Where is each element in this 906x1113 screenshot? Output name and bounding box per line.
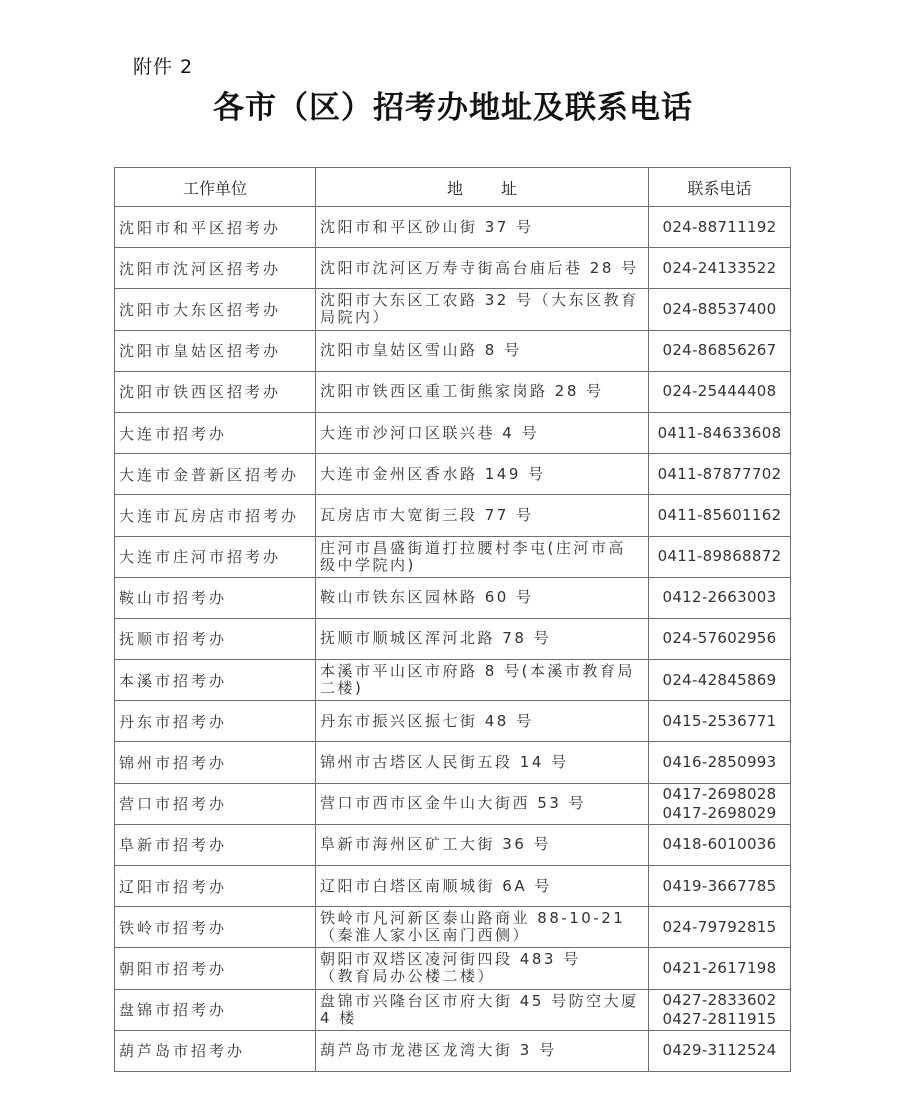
cell-phone (649, 289, 791, 330)
phone-number: 0417-2698029 (662, 803, 777, 822)
address-line: 锦州市古塔区人民街五段 14 号 (320, 753, 569, 772)
table-row (115, 536, 791, 577)
cell-address (316, 783, 649, 824)
address-line: （教育局办公楼二楼） (320, 967, 496, 986)
cell-address (316, 989, 649, 1030)
cell-address (316, 289, 649, 330)
address-line: 沈阳市铁西区重工街熊家岗路 28 号 (320, 382, 604, 401)
table-row (115, 783, 791, 824)
address-line: 抚顺市顺城区浑河北路 78 号 (320, 629, 552, 648)
table-row (115, 207, 791, 248)
table-row (115, 701, 791, 742)
cell-phone (649, 989, 791, 1030)
address-line: 营口市西市区金牛山大街西 53 号 (320, 794, 587, 813)
cell-phone (649, 248, 791, 289)
cell-address (316, 824, 649, 865)
cell-address (316, 907, 649, 948)
cell-unit: 沈阳市沈河区招考办 (115, 248, 316, 289)
address-line: 沈阳市大东区工农路 32 号（大东区教育 (320, 291, 639, 310)
cell-phone (649, 907, 791, 948)
address-line: 沈阳市沈河区万寿寺街高台庙后巷 28 号 (320, 258, 639, 277)
phone-number: 024-57602956 (662, 629, 777, 648)
address-line: （秦淮人家小区南门西侧） (320, 926, 531, 945)
cell-phone (649, 660, 791, 701)
table-header-row (115, 168, 791, 207)
address-line: 朝阳市双塔区凌河街四段 483 号 (320, 950, 581, 969)
cell-phone (649, 618, 791, 659)
cell-phone (649, 783, 791, 824)
address-line: 鞍山市铁东区园林路 60 号 (320, 588, 534, 607)
cell-address (316, 618, 649, 659)
cell-phone (649, 536, 791, 577)
cell-address (316, 330, 649, 371)
address-line: 局院内） (320, 308, 391, 327)
cell-address (316, 866, 649, 907)
cell-unit: 沈阳市皇姑区招考办 (115, 330, 316, 371)
address-line: 级中学院内) (320, 555, 416, 574)
cell-unit: 营口市招考办 (115, 783, 316, 824)
cell-unit: 大连市招考办 (115, 412, 316, 453)
address-line: 沈阳市皇姑区雪山路 8 号 (320, 341, 522, 360)
address-line: 铁岭市凡河新区泰山路商业 88-10-21 (320, 909, 626, 928)
table-body (115, 207, 791, 1072)
phone-number: 0417-2698028 (662, 784, 777, 803)
cell-unit: 沈阳市铁西区招考办 (115, 371, 316, 412)
address-line: 盘锦市兴隆台区市府大街 45 号防空大厦 (320, 991, 639, 1010)
table-row (115, 742, 791, 783)
address-line: 葫芦岛市龙港区龙湾大街 3 号 (320, 1041, 557, 1060)
cell-address (316, 495, 649, 536)
cell-address (316, 454, 649, 495)
cell-phone (649, 1030, 791, 1071)
phone-number: 024-24133522 (662, 258, 777, 277)
table-row (115, 289, 791, 330)
address-line: 丹东市振兴区振七街 48 号 (320, 711, 534, 730)
cell-phone (649, 371, 791, 412)
cell-unit: 铁岭市招考办 (115, 907, 316, 948)
cell-phone (649, 330, 791, 371)
cell-phone (649, 824, 791, 865)
cell-unit: 阜新市招考办 (115, 824, 316, 865)
table-row (115, 989, 791, 1030)
phone-number: 0421-2617198 (662, 958, 777, 977)
cell-address (316, 577, 649, 618)
cell-address (316, 660, 649, 701)
phone-number: 0411-87877702 (657, 464, 782, 483)
phone-number: 0415-2536771 (662, 711, 777, 730)
cell-unit: 沈阳市大东区招考办 (115, 289, 316, 330)
phone-number: 0411-84633608 (657, 423, 782, 442)
cell-phone (649, 454, 791, 495)
address-line: 本溪市平山区市府路 8 号(本溪市教育局 (320, 662, 635, 681)
table-row (115, 948, 791, 989)
table-row (115, 371, 791, 412)
cell-unit: 本溪市招考办 (115, 660, 316, 701)
phone-number: 0416-2850993 (662, 753, 777, 772)
cell-unit: 丹东市招考办 (115, 701, 316, 742)
address-line: 大连市金州区香水路 149 号 (320, 464, 546, 483)
table-row (115, 577, 791, 618)
column-header-address-part2: 址 (501, 178, 518, 198)
address-line: 瓦房店市大宽街三段 77 号 (320, 505, 534, 524)
table-row (115, 824, 791, 865)
table-row (115, 495, 791, 536)
address-line: 4 楼 (320, 1008, 357, 1027)
table-row (115, 248, 791, 289)
table-row (115, 907, 791, 948)
phone-number: 0412-2663003 (662, 588, 777, 607)
page-title: 各市（区）招考办地址及联系电话 (213, 90, 693, 126)
table-row (115, 454, 791, 495)
cell-address (316, 742, 649, 783)
table-row (115, 330, 791, 371)
cell-unit: 大连市瓦房店市招考办 (115, 495, 316, 536)
cell-unit: 沈阳市和平区招考办 (115, 207, 316, 248)
phone-number: 024-25444408 (662, 382, 777, 401)
address-line: 沈阳市和平区砂山街 37 号 (320, 217, 534, 236)
cell-phone (649, 577, 791, 618)
cell-address (316, 701, 649, 742)
phone-number: 024-42845869 (662, 670, 777, 689)
cell-unit: 锦州市招考办 (115, 742, 316, 783)
table-row (115, 412, 791, 453)
cell-address (316, 1030, 649, 1071)
cell-address (316, 207, 649, 248)
phone-number: 0411-85601162 (657, 505, 782, 524)
cell-phone (649, 948, 791, 989)
cell-unit: 盘锦市招考办 (115, 989, 316, 1030)
contacts-table (114, 167, 791, 1072)
phone-number: 0418-6010036 (662, 835, 777, 854)
cell-phone (649, 742, 791, 783)
table-row (115, 1030, 791, 1071)
phone-number: 0427-2833602 (662, 990, 777, 1009)
cell-unit: 葫芦岛市招考办 (115, 1030, 316, 1071)
cell-address (316, 536, 649, 577)
column-header-address-part1: 地 (446, 178, 463, 198)
cell-phone (649, 866, 791, 907)
table-row (115, 660, 791, 701)
cell-unit: 辽阳市招考办 (115, 866, 316, 907)
phone-number: 024-86856267 (662, 341, 777, 360)
attachment-label: 附件 2 (133, 56, 194, 78)
phone-number: 0419-3667785 (662, 876, 777, 895)
address-line: 大连市沙河口区联兴巷 4 号 (320, 423, 540, 442)
address-line: 二楼) (320, 679, 364, 698)
cell-address (316, 371, 649, 412)
phone-number: 0429-3112524 (662, 1041, 777, 1060)
cell-phone (649, 207, 791, 248)
phone-number: 024-88711192 (662, 217, 777, 236)
address-line: 阜新市海州区矿工大街 36 号 (320, 835, 552, 854)
cell-address (316, 248, 649, 289)
cell-phone (649, 412, 791, 453)
phone-number: 0411-89868872 (657, 547, 782, 566)
column-header-address (316, 168, 649, 207)
cell-unit: 抚顺市招考办 (115, 618, 316, 659)
table-row (115, 618, 791, 659)
phone-number: 0427-2811915 (662, 1009, 777, 1028)
cell-address (316, 412, 649, 453)
cell-address (316, 948, 649, 989)
cell-unit: 大连市金普新区招考办 (115, 454, 316, 495)
cell-unit: 朝阳市招考办 (115, 948, 316, 989)
phone-number: 024-88537400 (662, 299, 777, 318)
cell-phone (649, 495, 791, 536)
cell-unit: 大连市庄河市招考办 (115, 536, 316, 577)
address-line: 辽阳市白塔区南顺城街 6A 号 (320, 876, 552, 895)
phone-number: 024-79792815 (662, 917, 777, 936)
cell-unit: 鞍山市招考办 (115, 577, 316, 618)
column-header-unit: 工作单位 (115, 168, 316, 207)
column-header-phone: 联系电话 (649, 168, 791, 207)
address-line: 庄河市昌盛街道打拉腰村李屯(庄河市高 (320, 538, 626, 557)
table-row (115, 866, 791, 907)
cell-phone (649, 701, 791, 742)
